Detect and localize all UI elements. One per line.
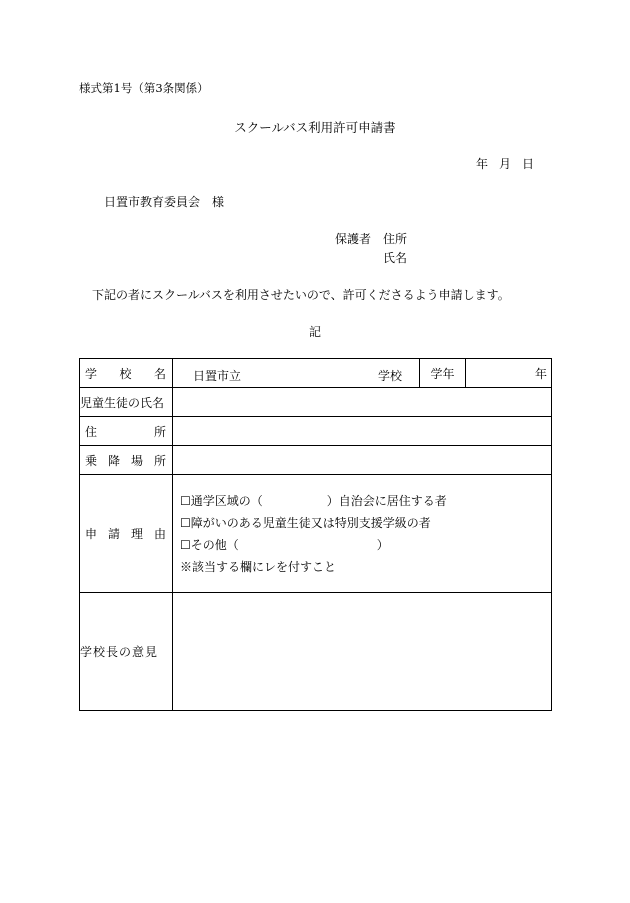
guardian-address-label: 保護者 住所 bbox=[335, 232, 408, 246]
grade-label: 学年 bbox=[420, 359, 466, 388]
address-label bbox=[80, 417, 173, 446]
application-table bbox=[79, 358, 552, 711]
date-line bbox=[476, 155, 534, 172]
student-name-field[interactable] bbox=[173, 388, 552, 417]
label-char: 降 bbox=[107, 453, 120, 468]
principal-opinion-row bbox=[80, 593, 552, 711]
addressee: 日置市教育委員会 様 bbox=[104, 195, 225, 209]
address-field[interactable] bbox=[173, 417, 552, 446]
label-char: 校 bbox=[119, 366, 132, 381]
principal-opinion-label: 学校長の意見 bbox=[80, 593, 173, 711]
ki-heading: 記 bbox=[308, 325, 321, 339]
reason-note: ※該当する欄にレを付すこと bbox=[180, 559, 337, 574]
label-char: 学 bbox=[85, 366, 98, 381]
student-name-label: 児童生徒の氏名 bbox=[80, 388, 173, 417]
option-text-end: ）自治会に居住する者 bbox=[326, 493, 447, 508]
date-month-label: 月 bbox=[499, 157, 512, 171]
date-day-label: 日 bbox=[522, 157, 535, 171]
option-text-end: ） bbox=[376, 537, 389, 552]
label-char: 請 bbox=[107, 527, 120, 541]
grade-unit: 年 bbox=[534, 366, 547, 381]
label-char: 場 bbox=[130, 453, 143, 468]
application-statement: 下記の者にスクールバスを利用させたいので、許可くださるよう申請します。 bbox=[92, 288, 510, 302]
form-number: 様式第1号（第3条関係） bbox=[79, 81, 209, 95]
reason-row bbox=[80, 475, 552, 593]
student-name-row bbox=[80, 388, 552, 417]
school-suffix: 学校 bbox=[378, 369, 403, 383]
option-text-start: ☐通学区域の（ bbox=[180, 493, 263, 508]
label-char: 名 bbox=[153, 366, 166, 381]
label-char: 乗 bbox=[85, 453, 98, 468]
date-year-label: 年 bbox=[476, 157, 489, 171]
reason-option-school-district[interactable] bbox=[173, 490, 551, 512]
label-char: 住 bbox=[85, 424, 98, 439]
school-name-field[interactable] bbox=[173, 359, 420, 388]
bus-stop-row bbox=[80, 446, 552, 475]
option-text-start: ☐その他（ bbox=[180, 537, 239, 552]
grade-field[interactable] bbox=[466, 359, 552, 388]
address-row bbox=[80, 417, 552, 446]
label-char: 申 bbox=[85, 527, 98, 541]
reason-option-special-needs[interactable]: ☐障がいのある児童生徒又は特別支援学級の者 bbox=[180, 515, 431, 530]
label-char: 由 bbox=[153, 527, 166, 541]
label-char: 理 bbox=[130, 527, 143, 541]
bus-stop-field[interactable] bbox=[173, 446, 552, 475]
label-char: 所 bbox=[153, 424, 166, 439]
principal-opinion-field[interactable] bbox=[173, 593, 552, 711]
school-name-label bbox=[80, 359, 173, 388]
bus-stop-label bbox=[80, 446, 173, 475]
school-city-prefix: 日置市立 bbox=[193, 369, 242, 383]
reason-label bbox=[80, 475, 173, 593]
guardian-name-label: 氏名 bbox=[383, 251, 408, 265]
document-title: スクールバス利用許可申請書 bbox=[234, 120, 396, 135]
reason-options bbox=[173, 475, 552, 593]
label-char: 所 bbox=[153, 453, 166, 468]
reason-option-other[interactable] bbox=[173, 534, 551, 556]
school-row bbox=[80, 359, 552, 388]
